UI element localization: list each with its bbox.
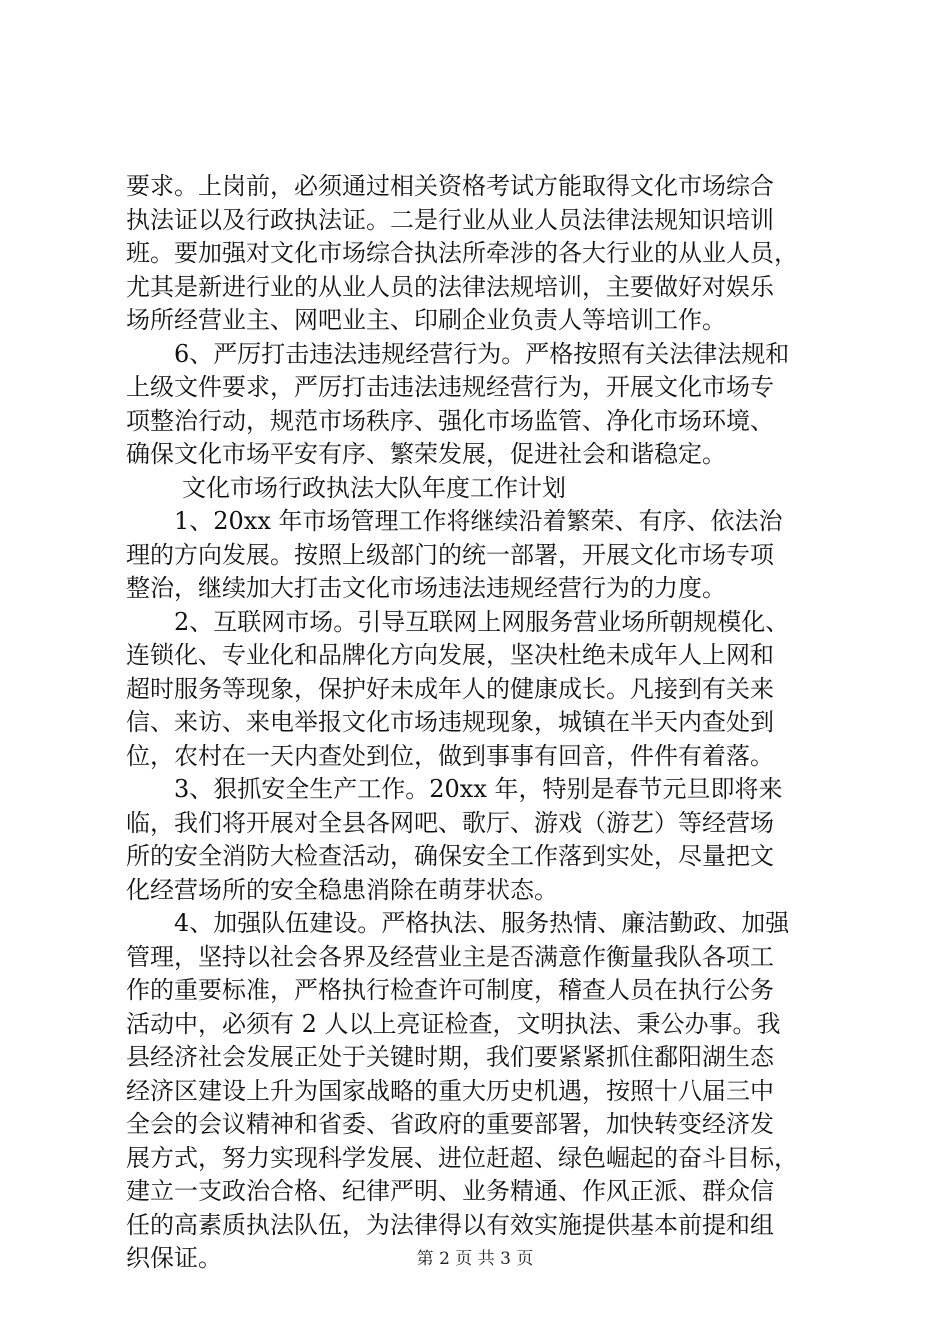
- text-line: 超时服务等现象，保护好未成年人的健康成长。凡接到有关来: [126, 674, 774, 703]
- text-line: 作的重要标准，严格执行检查许可制度，稽查人员在执行公务: [126, 976, 774, 1004]
- text-line: 连锁化、专业化和品牌化方向发展，坚决杜绝未成年人上网和: [126, 641, 774, 669]
- text-line: 信、来访、来电举报文化市场违规现象，城镇在半天内查处到: [126, 708, 774, 736]
- text-line: 2、互联网市场。引导互联网上网服务营业场所朝规模化、: [174, 607, 790, 636]
- text-line: 上级文件要求，严厉打击违法违规经营行为，开展文化市场专: [126, 373, 774, 401]
- text-line: 班。要加强对文化市场综合执法所牵涉的各大行业的从业人员，: [126, 239, 798, 267]
- text-line: 临，我们将开展对全县各网吧、歌厅、游戏（游艺）等经营场: [126, 808, 774, 837]
- page-footer: 第 2 页 共 3 页: [416, 1249, 534, 1269]
- text-line: 经济区建设上升为国家战略的重大历史机遇，按照十八届三中: [126, 1076, 774, 1105]
- text-line: 理的方向发展。按照上级部门的统一部署，开展文化市场专项: [126, 540, 774, 569]
- text-line: 县经济社会发展正处于关键时期，我们要紧紧抓住鄱阳湖生态: [126, 1043, 774, 1071]
- text-line: 要求。上岗前，必须通过相关资格考试方能取得文化市场综合: [126, 172, 774, 200]
- text-line: 整治，继续加大打击文化市场违法违规经营行为的力度。: [126, 574, 726, 602]
- text-line: 项整治行动，规范市场秩序、强化市场监管、净化市场环境、: [126, 406, 774, 435]
- text-line: 1、20xx 年市场管理工作将继续沿着繁荣、有序、依法治: [174, 507, 783, 535]
- text-line: 4、加强队伍建设。严格执法、服务热情、廉洁勤政、加强: [174, 909, 790, 937]
- text-line: 建立一支政治合格、纪律严明、业务精通、作风正派、群众信: [126, 1177, 774, 1205]
- text-line: 6、严厉打击违法违规经营行为。严格按照有关法律法规和: [174, 339, 790, 368]
- text-line: 尤其是新进行业的从业人员的法律法规培训，主要做好对娱乐: [126, 272, 774, 301]
- text-line: 确保文化市场平安有序、繁荣发展，促进社会和谐稳定。: [126, 440, 726, 468]
- text-line: 管理，坚持以社会各界及经营业主是否满意作衡量我队各项工: [126, 942, 774, 971]
- text-line: 场所经营业主、网吧业主、印刷企业负责人等培训工作。: [126, 306, 726, 334]
- text-line: 化经营场所的安全稳患消除在萌芽状态。: [126, 875, 558, 904]
- text-line: 展方式，努力实现科学发展、进位赶超、绿色崛起的奋斗目标，: [126, 1143, 798, 1172]
- text-line: 任的高素质执法队伍，为法律得以有效实施提供基本前提和组: [126, 1210, 774, 1239]
- text-line: 3、狠抓安全生产工作。20xx 年，特别是春节元旦即将来: [174, 775, 783, 803]
- text-line: 活动中，必须有 2 人以上亮证检查，文明执法、秉公办事。我: [126, 1009, 781, 1038]
- text-line: 位，农村在一天内查处到位，做到事事有回音，件件有着落。: [126, 741, 774, 770]
- section-heading: 文化市场行政执法大队年度工作计划: [182, 473, 566, 502]
- document-body: [126, 170, 836, 1276]
- text-line: 全会的会议精神和省委、省政府的重要部署，加快转变经济发: [126, 1110, 774, 1138]
- text-line: 所的安全消防大检查活动，确保安全工作落到实处，尽量把文: [126, 842, 774, 870]
- text-line: 织保证。: [126, 1244, 222, 1272]
- text-line: 执法证以及行政执法证。二是行业从业人员法律法规知识培训: [126, 205, 774, 234]
